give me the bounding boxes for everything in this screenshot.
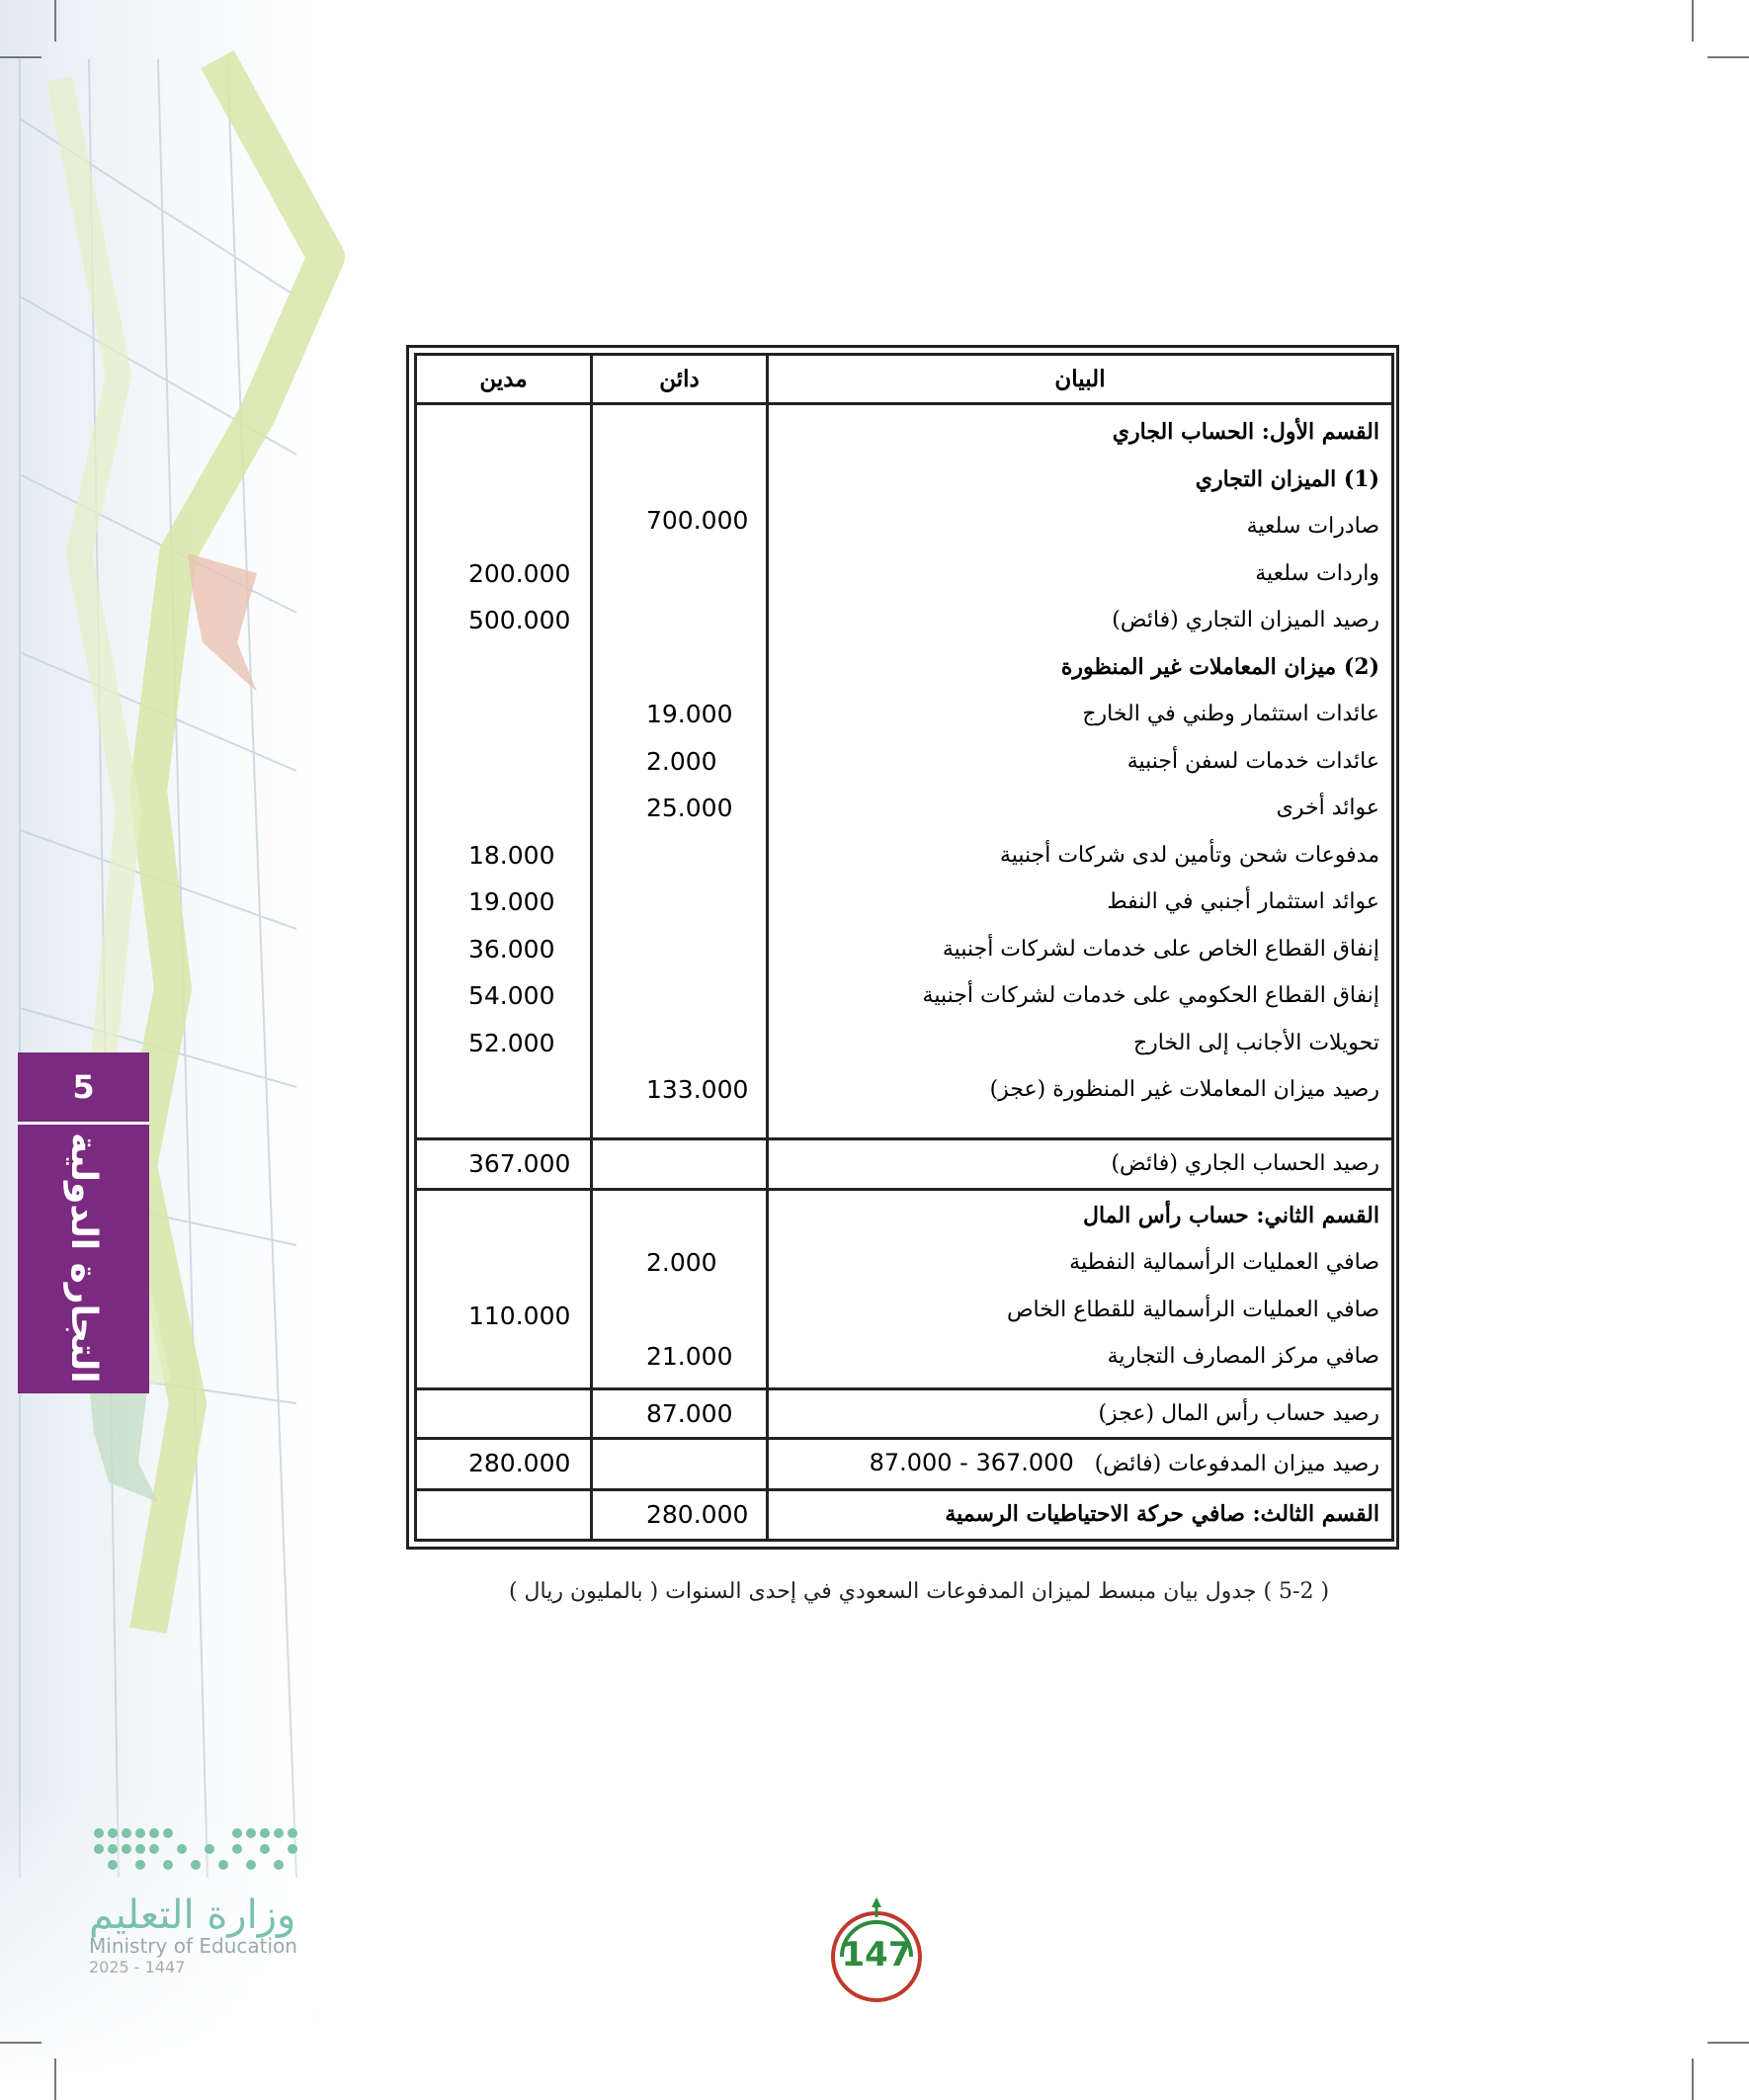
debit-value [417, 691, 590, 738]
table-row-label: صافي مركز المصارف التجارية [1107, 1344, 1379, 1370]
payments-balance-credit-cell [592, 1439, 768, 1490]
debit-value: 500.000 [468, 606, 571, 635]
table-row-label: عائدات استثمار وطني في الخارج [1082, 702, 1379, 727]
credit-value [593, 597, 766, 644]
credit-value: 280.000 [646, 1500, 749, 1530]
credit-value [593, 644, 766, 692]
crop-mark [54, 2058, 56, 2100]
credit-value: 133.000 [646, 1075, 749, 1105]
crop-mark [1692, 2058, 1694, 2100]
capital-balance-credit-cell [592, 1388, 768, 1439]
ministry-year: 2025 - 1447 [89, 1958, 186, 1976]
debit-value: 19.000 [468, 887, 555, 917]
debit-value: 54.000 [468, 981, 555, 1011]
ministry-english: Ministry of Education [89, 1934, 297, 1958]
debit-value: 110.000 [468, 1301, 571, 1330]
payments-balance-calc: 87.000 - 367.000 [869, 1449, 1074, 1477]
credit-value: 2.000 [646, 746, 717, 776]
credit-value [593, 1140, 766, 1188]
table-row-label: عوائد استثمار أجنبي في النفط [1107, 889, 1379, 915]
header-credit: دائن [592, 355, 768, 404]
credit-value: 2.000 [646, 1248, 717, 1278]
section-capital-account [416, 1189, 1393, 1388]
current-balance-credit-cell [592, 1139, 768, 1190]
capital-balance-label-cell [768, 1388, 1393, 1439]
debit-value: 36.000 [468, 934, 555, 964]
credit-value: 25.000 [646, 794, 733, 823]
credit-value [593, 457, 766, 504]
payments-balance-line [769, 1440, 1391, 1487]
debit-value [417, 1066, 590, 1114]
section3-label-cell [768, 1490, 1393, 1541]
credit-value [593, 1287, 766, 1334]
credit-value [593, 550, 766, 598]
table-row-label: رصيد ميزان المعاملات غير المنظورة (عجز) [989, 1077, 1379, 1103]
table-row-label: صافي العمليات الرأسمالية للقطاع الخاص [1006, 1297, 1379, 1322]
page-number: 147 [841, 1935, 912, 1974]
section1-debit-cell [416, 404, 592, 1139]
debit-value [417, 785, 590, 832]
ministry-logo [89, 1813, 316, 1976]
table-row-label: واردات سلعية [1255, 560, 1379, 586]
debit-value [417, 503, 590, 550]
crop-mark [0, 56, 42, 58]
table-row-label: رصيد حساب رأس المال (عجز) [1098, 1400, 1379, 1426]
debit-value: 18.000 [468, 840, 555, 870]
table-row-label: تحويلات الأجانب إلى الخارج [1132, 1030, 1379, 1055]
table-row-label: عوائد أخرى [1276, 796, 1379, 821]
credit-value: 19.000 [646, 700, 733, 729]
credit-value [593, 1193, 766, 1240]
chapter-title: التجارة الدولية [63, 1132, 104, 1384]
credit-value: 700.000 [646, 506, 749, 536]
debit-value [417, 457, 590, 504]
crop-mark [54, 0, 56, 42]
debit-value [417, 409, 590, 457]
payments-balance-debit-cell [416, 1439, 592, 1490]
table-row-label: صافي العمليات الرأسمالية النفطية [1069, 1250, 1379, 1276]
debit-value [417, 1390, 590, 1438]
table-row-label: إنفاق القطاع الخاص على خدمات لشركات أجنبية [942, 936, 1379, 962]
crop-mark [1707, 2042, 1749, 2044]
section-current-account [416, 404, 1393, 1139]
header-debit: مدين [416, 355, 592, 404]
chapter-number: 5 [18, 1052, 149, 1125]
debit-value: 200.000 [468, 558, 571, 588]
current-balance-debit-cell [416, 1139, 592, 1190]
capital-balance-debit-cell [416, 1388, 592, 1439]
debit-value [417, 1339, 590, 1386]
credit-value [593, 926, 766, 973]
debit-value [417, 1239, 590, 1287]
payments-balance-row [416, 1439, 1393, 1490]
section3-credit-cell [592, 1490, 768, 1541]
table-row-label: إنفاق القطاع الحكومي على خدمات لشركات أجنبية [922, 983, 1379, 1009]
table-row-label: رصيد الحساب الجاري (فائض) [1111, 1151, 1379, 1177]
background-decoration [0, 0, 415, 2100]
crop-mark [1707, 56, 1749, 58]
capital-account-balance-row [416, 1388, 1393, 1439]
credit-value: 87.000 [646, 1398, 733, 1428]
debit-value [417, 738, 590, 786]
debit-value: 280.000 [468, 1449, 571, 1478]
table-row-label: (1) الميزان التجاري [1195, 465, 1379, 492]
table-row-label: القسم الثالث: صافي حركة الاحتياطيات الرسمية [945, 1501, 1379, 1528]
table-row-label: رصيد الميزان التجاري (فائض) [1112, 608, 1379, 633]
current-account-balance-row [416, 1139, 1393, 1190]
table-row-label: مدفوعات شحن وتأمين لدى شركات أجنبية [999, 842, 1379, 868]
ministry-arabic: وزارة التعليم [89, 1892, 296, 1938]
table-row-label: (2) ميزان المعاملات غير المنظورة [1060, 653, 1379, 680]
credit-value [593, 1440, 766, 1487]
section2-debit-cell [416, 1189, 592, 1388]
debit-value [417, 1193, 590, 1240]
crop-mark [0, 2042, 42, 2044]
credit-value [593, 972, 766, 1020]
section-official-reserves [416, 1490, 1393, 1541]
logo-dots-icon [89, 1813, 306, 1883]
credit-value [593, 1020, 766, 1067]
section2-description-cell [768, 1189, 1393, 1388]
credit-value [593, 409, 766, 457]
section1-description-cell [768, 404, 1393, 1139]
debit-value: 52.000 [468, 1028, 555, 1057]
table-row-label: القسم الثاني: حساب رأس المال [1082, 1202, 1379, 1228]
balance-of-payments-table [406, 345, 1399, 1550]
table-header-row [416, 355, 1393, 404]
credit-value: 21.000 [646, 1342, 733, 1372]
chapter-tab [18, 1052, 149, 1393]
credit-value [593, 879, 766, 926]
header-description: البيان [768, 355, 1393, 404]
payments-balance-label-cell [768, 1439, 1393, 1490]
page-number-badge [822, 1897, 931, 2006]
debit-value: 367.000 [468, 1149, 571, 1179]
debit-value [417, 644, 590, 692]
current-balance-label-cell [768, 1139, 1393, 1190]
table-row-label: عائدات خدمات لسفن أجنبية [1126, 748, 1379, 774]
section1-credit-cell [592, 404, 768, 1139]
section2-credit-cell [592, 1189, 768, 1388]
section3-debit-cell [416, 1490, 592, 1541]
debit-value [417, 1491, 590, 1539]
table-caption: ( 5-2 ) جدول بيان مبسط لميزان المدفوعات السعودي في إحدى السنوات ( بالمليون ريال ) [508, 1579, 1330, 1604]
table-row-label: صادرات سلعية [1246, 514, 1379, 540]
credit-value [593, 832, 766, 880]
crop-mark [1692, 0, 1694, 42]
table-row-label: رصيد ميزان المدفوعات (فائض) [1094, 1452, 1379, 1477]
table-row-label: القسم الأول: الحساب الجاري [1112, 419, 1379, 446]
